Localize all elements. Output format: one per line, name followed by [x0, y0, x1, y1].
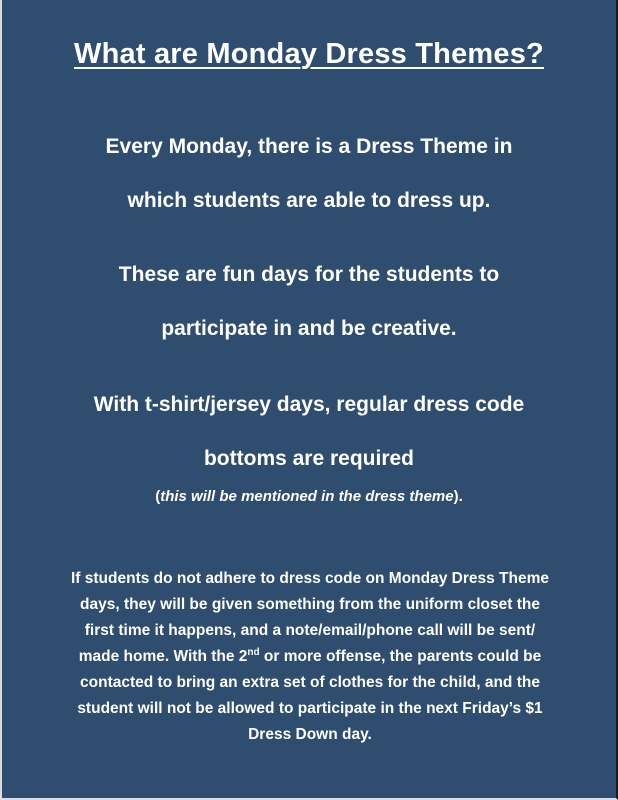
- note-open: (: [155, 488, 161, 505]
- policy-line-4-sup: nd: [247, 646, 260, 658]
- policy-line-6: student will not be allowed to participate in the next Friday’s $1: [77, 700, 543, 717]
- policy-line-1: If students do not adhere to dress code on Monday Dress Theme: [71, 570, 549, 587]
- policy-line-4-a: made home. With the 2: [78, 648, 248, 665]
- policy-line-4-b: or more offense, the parents could be: [259, 648, 542, 665]
- intro-paragraph: [2, 120, 616, 228]
- dress-code-line-2: bottoms are required: [203, 447, 415, 470]
- fun-days-line-2: participate in and be creative.: [161, 317, 457, 340]
- dress-theme-note: [2, 488, 616, 505]
- policy-line-3: first time it happens, and a note/email/phone call will be sent/: [84, 622, 536, 639]
- intro-line-2: which students are able to dress up.: [127, 189, 491, 212]
- dress-code-paragraph: [2, 378, 616, 486]
- policy-line-2: days, they will be given something from the uniform closet the: [80, 596, 540, 613]
- policy-line-7: Dress Down day.: [248, 726, 372, 743]
- note-italic-text: this will be mentioned in the dress theme: [160, 488, 454, 505]
- policy-line-4: [10, 644, 610, 670]
- page-title: What are Monday Dress Themes?: [74, 38, 544, 70]
- fun-days-line-1: These are fun days for the students to: [118, 263, 500, 286]
- intro-line-1: Every Monday, there is a Dress Theme in: [105, 135, 513, 158]
- fun-days-paragraph: [2, 248, 616, 356]
- policy-line-5: contacted to bring an extra set of clothes for the child, and the: [80, 674, 540, 691]
- note-close: ).: [453, 488, 463, 505]
- policy-paragraph: [10, 566, 610, 748]
- dress-code-line-1: With t-shirt/jersey days, regular dress code: [93, 393, 525, 416]
